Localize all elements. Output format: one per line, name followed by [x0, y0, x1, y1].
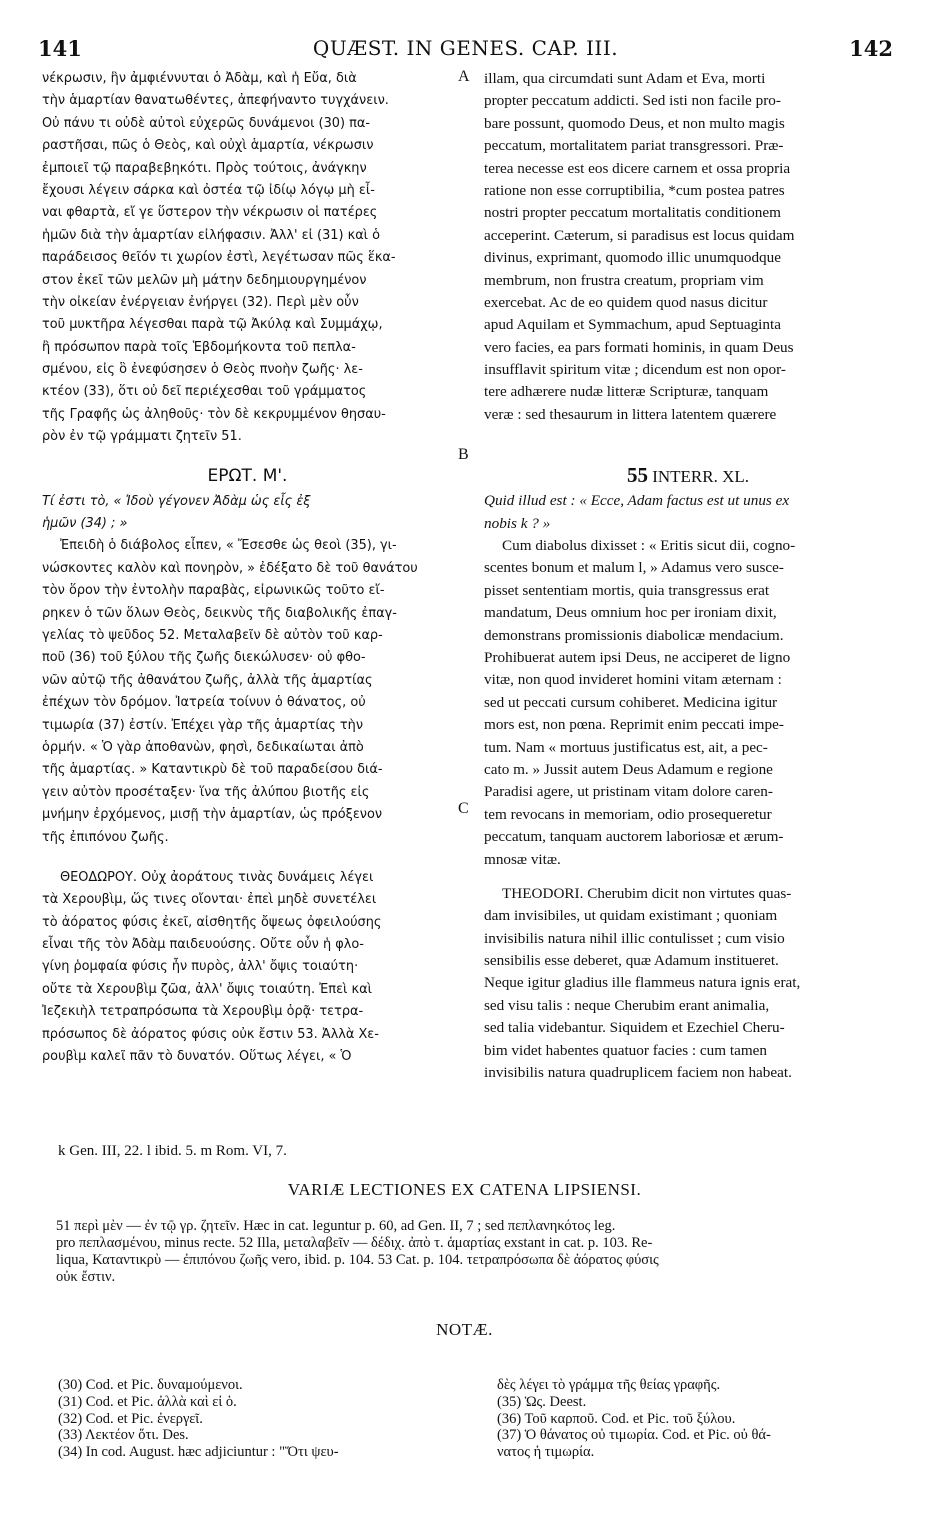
greek-text-line: ραστῆσαι, πῶς ὁ Θεὸς, καὶ οὐχὶ ἁμαρτία, νέκρωσιν	[42, 138, 374, 154]
latin-theodori-line: THEODORI. Cherubim dicit non virtutes quas-	[502, 884, 792, 902]
latin-answer-line: sed ut peccati cursum cohiberet. Medicina igitur	[484, 693, 778, 711]
latin-theodori-line: invisibilis natura quadruplicem faciem non habeat.	[484, 1064, 792, 1082]
variae-line: 51 περὶ μὲν — ἐν τῷ γρ. ζητεῖν. Hæc in cat. leguntur p. 60, ad Gen. II, 7 ; sed πεπλανηκότος leg.	[56, 1218, 616, 1234]
latin-theodori-line: Neque igitur gladius ille flammeus natura ignis erat,	[484, 974, 801, 992]
latin-text-line: bare possunt, quomodo Deus, et non multo magis	[484, 114, 785, 132]
latin-answer-line: mnosæ vitæ.	[484, 850, 561, 868]
greek-answer-line: ποῦ (36) τοῦ ξύλου τῆς ζωῆς διεκώλυσεν· οὐ φθο-	[42, 650, 366, 666]
margin-letter-a: A	[458, 68, 470, 85]
greek-text-line: ἡμῶν διὰ τὴν ἁμαρτίαν εἰλήφασιν. Ἀλλ' εἰ (31) καὶ ὁ	[42, 227, 381, 243]
question-label: INTERR. XL.	[652, 467, 750, 487]
right-page-number: 142	[849, 36, 893, 61]
latin-text-line: propter peccatum addicti. Sed isti non facile pro-	[484, 92, 781, 110]
notae-title: NOTÆ.	[436, 1320, 493, 1339]
latin-question-line: nobis k ? »	[484, 514, 551, 532]
latin-theodori-line: sed visu talis : neque Cherubim erant animalia,	[484, 996, 770, 1014]
latin-text-line: insufflavit spiritum vitæ ; dicendum est non opor-	[484, 361, 786, 379]
greek-text-line: Οὐ πάνυ τι οὐδὲ αὐτοὶ εὐχερῶς δυνάμενοι (30) πα-	[42, 115, 371, 131]
latin-text-line: ratione non esse corruptibilia, *cum postea patres	[484, 181, 785, 199]
variae-line: liqua, Καταντικρὺ — ἐπιπόνου ζωῆς vero, ibid. p. 104. 53 Cat. p. 104. τετραπρόσωπα δὲ ἀόρατος φύσις	[56, 1252, 659, 1268]
latin-theodori-line: sed talia videbantur. Siquidem et Ezechiel Cheru-	[484, 1019, 785, 1037]
latin-text-line: apud Aquilam et Symmachum, apud Septuaginta	[484, 316, 781, 334]
note-line: (37) Ὁ θάνατος οὐ τιμωρία. Cod. et Pic. οὐ θά-	[497, 1427, 771, 1444]
greek-answer-line: μνήμην ἐρχόμενος, μισῇ τὴν ἁμαρτίαν, ὡς πρόξενον	[42, 807, 383, 823]
note-line: (36) Τοῦ καρποῦ. Cod. et Pic. τοῦ ξύλου.	[497, 1410, 736, 1427]
latin-answer-line: mors est, non pœna. Reprimit enim peccati impe-	[484, 716, 784, 734]
note-line: (31) Cod. et Pic. ἀλλὰ καὶ εἰ ὁ.	[58, 1393, 237, 1410]
note-line: (30) Cod. et Pic. δυναμούμενοι.	[58, 1377, 243, 1393]
left-page-number: 141	[38, 36, 82, 61]
latin-text-line: nostri propter peccatum mortalitatis conditionem	[484, 204, 781, 222]
greek-question-heading: ΕΡΩΤ. Μ'.	[207, 465, 288, 486]
latin-text-line: tere adhærere nudæ litteræ Scripturæ, tanquam	[484, 383, 769, 401]
greek-text-line: τοῦ μυκτῆρα λέγεσθαι παρὰ τῷ Ἀκύλᾳ καὶ Συμμάχῳ,	[42, 317, 383, 333]
variae-lectiones	[56, 1218, 892, 1286]
latin-answer-line: tem revocans in memoriam, odio prosequeretur	[484, 805, 772, 823]
greek-column	[42, 68, 453, 1068]
latin-text-line: acceperint. Cæterum, si paradisus est locus quidam	[484, 226, 795, 244]
greek-answer-line: τιμωρία (37) ἐστίν. Ἐπέχει γὰρ τῆς ἁμαρτίας τὴν	[42, 717, 364, 733]
greek-answer-line: γειν αὐτὸν προσέταξεν· ἵνα τῆς ἀλύπου βιοτῆς εἰς	[42, 784, 370, 800]
scripture-footnotes: k Gen. III, 22. l ibid. 5. m Rom. VI, 7.	[58, 1143, 287, 1159]
greek-theodori-line: Ἰεζεκιὴλ τετραπρόσωπα τὰ Χερουβὶμ ὁρᾷ· τετρα-	[42, 1004, 364, 1020]
running-header	[38, 36, 893, 64]
latin-answer-line: pisset sententiam mortis, quia transgressus erat	[484, 581, 770, 599]
greek-text-line: τὴν ἁμαρτίαν θανατωθέντες, ἀπεφήναντο τυγχάνειν.	[42, 93, 389, 109]
latin-text-line: illam, qua circumdati sunt Adam et Eva, morti	[484, 70, 766, 87]
greek-text-line: ἢ πρόσωπον παρὰ τοῖς Ἑβδομήκοντα τοῦ πεπλα-	[42, 339, 356, 355]
variae-line: pro πεπλασμένου, minus recte. 52 Illa, μεταλαβεῖν — δέδιχ. ἀπὸ τ. ἁμαρτίας exstant in cat. p. 103. Re-	[56, 1235, 653, 1251]
greek-answer-line: τὸν ὅρον τὴν ἐντολὴν παραβὰς, εἰρωνικῶς τοῦτο εἴ-	[42, 583, 385, 599]
greek-answer-line: τῆς ἁμαρτίας. » Καταντικρὺ δὲ τοῦ παραδείσου διά-	[42, 762, 383, 778]
latin-answer-line: scentes bonum et malum l, » Adamus vero susce-	[484, 559, 784, 577]
latin-text-line: vero facies, ea pars formati hominis, in quam Deus	[484, 338, 794, 356]
note-line: νατος ἡ τιμωρία.	[497, 1444, 595, 1461]
latin-answer-line: demonstrans promissionis diabolicæ mendacium.	[484, 626, 784, 644]
latin-theodori-line: bim videt habentes quatuor facies : cum tamen	[484, 1041, 767, 1059]
latin-answer-line: Cum diabolus dixisset : « Eritis sicut dii, cogno-	[502, 537, 796, 555]
note-line: δὲς λέγει τὸ γράμμα τῆς θείας γραφῆς.	[497, 1377, 721, 1393]
greek-theodori-line: εἶναι τῆς τὸν Ἀδὰμ παιδευούσης. Οὔτε οὖν ἡ φλο-	[42, 937, 364, 953]
greek-text-line: στον ἐκεῖ τῶν μελῶν μὴ μάτην δεδημιουργημένον	[42, 272, 367, 288]
latin-question-line: Quid illud est : « Ecce, Adam factus est ut unus ex	[484, 492, 790, 510]
latin-text-line: membrum, non frustra creatum, propriam vim	[484, 271, 764, 289]
greek-text-line: τῆς Γραφῆς ὡς ἀληθοῦς· τὸν δὲ κεκρυμμένον θησαυ-	[42, 406, 386, 422]
latin-answer-line: cato m. » Jussit autem Deus Adamum e regione	[484, 760, 773, 778]
variae-title: VARIÆ LECTIONES EX CATENA LIPSIENSI.	[287, 1180, 642, 1199]
margin-letter-c: C	[458, 800, 469, 817]
greek-answer-line: ἐπέχων τὸν δρόμον. Ἰατρεία τοίνυν ὁ θάνατος, οὐ	[42, 695, 366, 711]
note-line: (35) Ὡς. Deest.	[497, 1393, 587, 1410]
latin-text-line: peccatum, mortalitatem pariat transgressori. Præ-	[484, 137, 784, 155]
greek-theodori-line: πρόσωπος δὲ ἀόρατος φύσις οὐκ ἔστιν 53. Ἀλλὰ Χε-	[42, 1026, 379, 1042]
greek-answer-line: ρηκεν ὁ τῶν ὅλων Θεὸς, δεικνὺς τῆς διαβολικῆς ἐπαγ-	[42, 605, 397, 621]
latin-text-line: veræ : sed thesaurum in littera latentem quærere	[484, 405, 777, 423]
greek-theodori-line: γίνη ῥομφαία φύσις ἦν πυρὸς, ἀλλ' ὄψις τοιαύτη·	[42, 959, 359, 975]
greek-theodori-line: τὰ Χερουβὶμ, ὥς τινες οἴονται· ἐπεὶ μηδὲ συνετέλει	[42, 892, 377, 908]
greek-text-line: παράδεισος θεῖόν τι χωρίον ἐστὶ, λεγέτωσαν πῶς ἕκα-	[42, 250, 396, 266]
greek-answer-line: γελίας τὸ ψεῦδος 52. Μεταλαβεῖν δὲ αὐτὸν τοῦ καρ-	[42, 627, 383, 643]
note-line: (33) Λεκτέον ὅτι. Des.	[58, 1427, 189, 1444]
latin-answer-line: tum. Nam « mortuus justificatus est, ait, a pec-	[484, 738, 768, 756]
latin-text-line: terea necesse est eos dicere carnem et ossa propria	[484, 159, 791, 177]
greek-answer-line: νῶν αὐτῷ τῆς ἀθανάτου ζωῆς, ἀλλὰ τῆς ἁμαρτίας	[42, 672, 373, 688]
greek-text-line: κτέον (33), ὅτι οὐ δεῖ περιέχεσθαι τοῦ γράμματος	[42, 384, 367, 400]
latin-theodori-line: dam invisibiles, ut quidam existimant ; quoniam	[484, 907, 778, 925]
margin-letter-b: B	[458, 446, 469, 463]
latin-question-heading	[484, 460, 892, 490]
latin-answer-line: Paradisi agere, ut pristinam vitam dolore caren-	[484, 783, 773, 801]
greek-answer-line: νώσκοντες καλὸν καὶ πονηρὸν, » ἐδέξατο δὲ τοῦ θανάτου	[42, 560, 418, 576]
greek-question-line: ἡμῶν (34) ; »	[42, 516, 128, 532]
notes-right	[497, 1377, 897, 1461]
latin-answer-line: mandatum, Deus omnium hoc per ironiam dixit,	[484, 604, 777, 622]
latin-column	[484, 68, 892, 1084]
latin-theodori-line: sensibilis esse deberet, quæ Adamum institueret.	[484, 952, 779, 970]
latin-text-line: divinus, exprimant, quomodo illic unumquodque	[484, 249, 781, 267]
greek-theodori-line: τὸ ἀόρατος φύσις ἐκεῖ, αἰσθητῆς ὄψεως ὀφειλούσης	[42, 914, 382, 930]
notes-left	[58, 1377, 458, 1461]
latin-text-line: exercebat. Ac de eo quidem quod nasus dicitur	[484, 293, 768, 311]
question-number: 55	[626, 463, 648, 488]
greek-theodori-line: ρουβὶμ καλεῖ πᾶν τὸ δυνατόν. Οὕτως λέγει, « Ὁ	[42, 1049, 352, 1065]
greek-answer-line: τῆς ἐπιπόνου ζωῆς.	[42, 829, 169, 845]
latin-theodori-line: invisibilis natura nihil illic contulisset ; cum visio	[484, 929, 785, 947]
greek-theodori-line: οὔτε τὰ Χερουβὶμ ζῶα, ἀλλ' ὄψις τοιαύτη. Ἐπεὶ καὶ	[42, 981, 372, 997]
greek-answer-line: ὁρμήν. « Ὁ γὰρ ἀποθανὼν, φησὶ, δεδικαίωται ἀπὸ	[42, 739, 364, 755]
greek-text-line: τὴν οἰκείαν ἐνέργειαν ἐνήργει (32). Περὶ μὲν οὖν	[42, 294, 359, 310]
greek-text-line: σμένου, εἰς ὃ ἐνεφύσησεν ὁ Θεὸς πνοὴν ζωῆς· λε-	[42, 362, 363, 378]
greek-text-line: ρὸν ἐν τῷ γράμματι ζητεῖν 51.	[42, 429, 242, 445]
greek-text-line: ναι φθαρτὰ, εἴ γε ὕστερον τὴν νέκρωσιν οἱ πατέρες	[42, 205, 378, 221]
greek-question-line: Τί ἐστι τὸ, « Ἰδοὺ γέγονεν Ἀδὰμ ὡς εἷς ἐξ	[42, 493, 311, 509]
note-line: (32) Cod. et Pic. ἐνεργεῖ.	[58, 1410, 203, 1427]
variae-line: οὐκ ἔστιν.	[56, 1269, 116, 1285]
note-line: (34) In cod. August. hæc adjiciuntur : "Ὅτι ψευ-	[58, 1444, 339, 1461]
greek-answer-line: Ἐπειδὴ ὁ διάβολος εἶπεν, « Ἔσεσθε ὡς θεοὶ (35), γι-	[60, 538, 397, 554]
greek-theodori-line: ΘΕΟΔΩΡΟΥ. Οὐχ ἀοράτους τινὰς δυνάμεις λέγει	[60, 869, 374, 885]
latin-answer-line: peccatum, tanquam auctorem laboriosæ et ærum-	[484, 828, 784, 846]
running-title: QUÆST. IN GENES. CAP. III.	[312, 36, 619, 60]
greek-text-line: ἔχουσι λέγειν σάρκα καὶ ὀστέα τῷ ἰδίῳ λόγῳ μὴ εἶ-	[42, 182, 375, 198]
latin-answer-line: Prohibuerat autem ipsi Deus, ne acciperet de ligno	[484, 648, 791, 666]
greek-text-line: νέκρωσιν, ἣν ἀμφιέννυται ὁ Ἀδὰμ, καὶ ἡ Εὔα, διὰ	[42, 71, 357, 86]
greek-text-line: ἐμποιεῖ τῷ παραβεβηκότι. Πρὸς τούτοις, ἀνάγκην	[42, 160, 367, 176]
latin-answer-line: vitæ, non quod invideret homini vitam æternam :	[484, 671, 782, 689]
